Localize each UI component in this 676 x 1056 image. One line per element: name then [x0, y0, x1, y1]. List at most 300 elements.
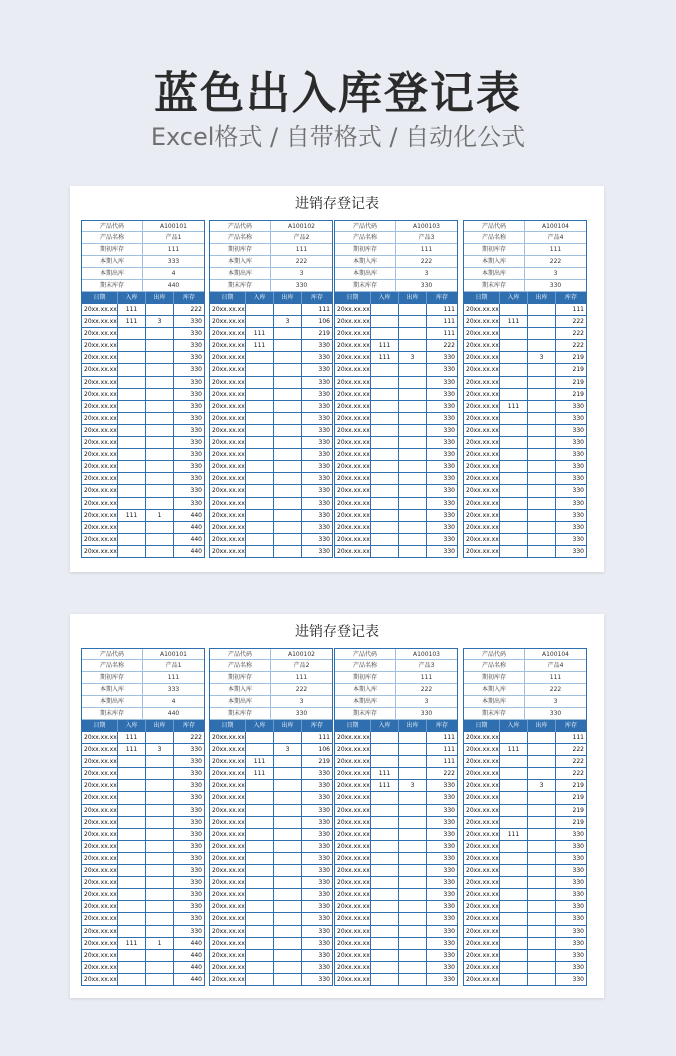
info-label: 期末库存 [335, 280, 396, 291]
cell-stock: 330 [443, 475, 455, 483]
cell-stock: 330 [318, 782, 330, 790]
cell-stock: 440 [190, 963, 202, 971]
info-value: 产品4 [547, 662, 564, 669]
info-value: 产品2 [293, 662, 310, 669]
cell-in [246, 461, 274, 472]
info-label: 本期出库 [335, 696, 396, 707]
cell-date: 20xx.xx.xx [210, 792, 246, 803]
cell-out [274, 926, 302, 937]
table-row [82, 510, 204, 522]
cell-in [500, 950, 528, 961]
cell-stock: 330 [443, 354, 455, 362]
table-row [82, 732, 204, 744]
cell-in [246, 962, 274, 973]
cell-stock: 330 [572, 547, 584, 555]
table-row [464, 913, 586, 925]
table-row [464, 877, 586, 889]
cell-date: 20xx.xx.xx [464, 498, 500, 509]
cell-in [246, 510, 274, 521]
cell-out [528, 744, 556, 755]
table-row [210, 853, 332, 865]
info-label: 期末库存 [82, 280, 143, 291]
info-label: 期初库存 [335, 672, 396, 683]
table-row [210, 768, 332, 780]
cell-date: 20xx.xx.xx [82, 534, 118, 545]
table-row [82, 425, 204, 437]
cell-out [146, 534, 174, 545]
cell-in [246, 364, 274, 375]
info-row [82, 648, 204, 660]
info-row [210, 696, 332, 708]
cell-in [118, 377, 146, 388]
cell-out [274, 437, 302, 448]
cell-date: 20xx.xx.xx [335, 974, 371, 985]
cell-out [274, 950, 302, 961]
cell-date: 20xx.xx.xx [210, 768, 246, 779]
cell-date: 20xx.xx.xx [210, 841, 246, 852]
cell-stock: 111 [318, 734, 330, 741]
cell-stock: 330 [572, 511, 584, 519]
cell-out [399, 744, 427, 755]
info-label: 本期出库 [464, 268, 525, 279]
cell-in: 111 [371, 768, 399, 779]
cell-out [274, 780, 302, 791]
table-row [210, 510, 332, 522]
cell-stock: 330 [572, 402, 584, 410]
cell-in [246, 304, 274, 315]
cell-in [500, 413, 528, 424]
cell-in [371, 865, 399, 876]
cell-out [528, 768, 556, 779]
cell-stock: 330 [190, 330, 202, 338]
info-value: A100102 [287, 223, 315, 230]
info-row [464, 684, 586, 696]
info-label: 产品代码 [82, 649, 143, 659]
info-row [210, 244, 332, 256]
cell-date: 20xx.xx.xx [464, 913, 500, 924]
cell-out [274, 425, 302, 436]
table-row [335, 744, 457, 756]
cell-date: 20xx.xx.xx [335, 534, 371, 545]
cell-out [399, 792, 427, 803]
column-header-date: 日期 [210, 292, 246, 304]
cell-date: 20xx.xx.xx [82, 744, 118, 755]
cell-stock: 330 [443, 794, 455, 802]
cell-out [399, 841, 427, 852]
column-header-in: 入库 [500, 720, 528, 732]
table-row [464, 316, 586, 328]
table-row [210, 340, 332, 352]
cell-out [528, 889, 556, 900]
cell-in: 111 [500, 829, 528, 840]
cell-date: 20xx.xx.xx [335, 768, 371, 779]
cell-date: 20xx.xx.xx [82, 328, 118, 339]
table-row [335, 485, 457, 497]
table-row [464, 756, 586, 768]
cell-date: 20xx.xx.xx [464, 328, 500, 339]
column-header-out: 出库 [146, 720, 174, 732]
cell-in [500, 865, 528, 876]
cell-out [274, 401, 302, 412]
table-row [82, 534, 204, 546]
info-row [335, 684, 457, 696]
info-value: 222 [295, 686, 308, 693]
cell-out [274, 510, 302, 521]
table-row [210, 841, 332, 853]
cell-stock: 330 [443, 879, 455, 887]
table-row [335, 546, 457, 558]
info-label: 产品名称 [210, 232, 271, 243]
cell-in [118, 437, 146, 448]
cell-out [528, 389, 556, 400]
cell-in [371, 328, 399, 339]
cell-out: 1 [146, 938, 174, 949]
table-row [210, 889, 332, 901]
cell-stock: 219 [572, 806, 584, 814]
cell-in [500, 364, 528, 375]
cell-date: 20xx.xx.xx [82, 853, 118, 864]
column-header-row [335, 720, 457, 732]
cell-out [274, 877, 302, 888]
table-row [335, 340, 457, 352]
cell-out [399, 473, 427, 484]
cell-in [371, 316, 399, 327]
cell-in [118, 926, 146, 937]
cell-date: 20xx.xx.xx [82, 805, 118, 816]
table-row [464, 461, 586, 473]
cell-stock: 330 [318, 830, 330, 838]
info-value: 222 [295, 258, 308, 265]
cell-in [246, 389, 274, 400]
cell-in [246, 780, 274, 791]
cell-in [246, 413, 274, 424]
cell-stock: 330 [190, 854, 202, 862]
cell-out [146, 841, 174, 852]
cell-in [500, 877, 528, 888]
info-row [335, 672, 457, 684]
cell-stock: 219 [572, 354, 584, 362]
cell-stock: 330 [443, 806, 455, 814]
cell-date: 20xx.xx.xx [464, 485, 500, 496]
info-row [464, 672, 586, 684]
info-label: 期初库存 [464, 244, 525, 255]
column-header-row [464, 292, 586, 304]
table-row [464, 817, 586, 829]
table-row [464, 768, 586, 780]
info-row [464, 648, 586, 660]
info-row [210, 280, 332, 292]
cell-date: 20xx.xx.xx [464, 829, 500, 840]
cell-in: 111 [118, 316, 146, 327]
table-row [82, 829, 204, 841]
cell-date: 20xx.xx.xx [82, 413, 118, 424]
table-row [464, 901, 586, 913]
table-row [210, 974, 332, 986]
cell-stock: 330 [190, 378, 202, 386]
table-row [210, 938, 332, 950]
cell-in [500, 974, 528, 985]
cell-stock: 330 [318, 475, 330, 483]
cell-in [371, 304, 399, 315]
cell-stock: 222 [572, 342, 584, 350]
cell-date: 20xx.xx.xx [82, 974, 118, 985]
cell-out [146, 962, 174, 973]
info-label: 产品代码 [210, 221, 271, 231]
cell-date: 20xx.xx.xx [210, 522, 246, 533]
cell-date: 20xx.xx.xx [464, 461, 500, 472]
cell-stock: 330 [443, 963, 455, 971]
cell-stock: 330 [190, 794, 202, 802]
cell-in [118, 901, 146, 912]
table-row [82, 853, 204, 865]
cell-date: 20xx.xx.xx [464, 473, 500, 484]
table-row [210, 901, 332, 913]
cell-out [274, 792, 302, 803]
info-value: 111 [420, 246, 433, 253]
table-row [82, 304, 204, 316]
column-header-stock: 库存 [564, 722, 577, 729]
table-row [210, 913, 332, 925]
cell-stock: 330 [572, 414, 584, 422]
cell-date: 20xx.xx.xx [335, 510, 371, 521]
cell-stock: 330 [443, 487, 455, 495]
cell-stock: 330 [190, 782, 202, 790]
cell-in: 111 [118, 938, 146, 949]
cell-date: 20xx.xx.xx [464, 316, 500, 327]
table-row [335, 413, 457, 425]
table-row [210, 449, 332, 461]
column-header-out: 出库 [274, 720, 302, 732]
cell-out: 3 [399, 352, 427, 363]
cell-out [146, 889, 174, 900]
cell-date: 20xx.xx.xx [335, 352, 371, 363]
cell-date: 20xx.xx.xx [464, 377, 500, 388]
cell-stock: 330 [318, 354, 330, 362]
cell-out [528, 792, 556, 803]
cell-in: 111 [371, 352, 399, 363]
cell-in: 111 [118, 732, 146, 743]
table-row [210, 498, 332, 510]
cell-date: 20xx.xx.xx [82, 817, 118, 828]
info-value: A100104 [541, 223, 569, 230]
info-label: 期初库存 [335, 244, 396, 255]
cell-out [528, 865, 556, 876]
table-row [335, 425, 457, 437]
cell-stock: 330 [572, 830, 584, 838]
cell-out [146, 304, 174, 315]
info-value: 330 [420, 282, 433, 289]
cell-stock: 330 [572, 903, 584, 911]
cell-date: 20xx.xx.xx [210, 938, 246, 949]
cell-date: 20xx.xx.xx [82, 938, 118, 949]
table-row [82, 865, 204, 877]
info-value: 222 [420, 258, 433, 265]
cell-in [246, 974, 274, 985]
cell-in [371, 534, 399, 545]
cell-date: 20xx.xx.xx [210, 340, 246, 351]
cell-in [118, 522, 146, 533]
cell-out [274, 865, 302, 876]
cell-out [528, 328, 556, 339]
cell-stock: 330 [443, 854, 455, 862]
cell-in [118, 534, 146, 545]
cell-in [246, 732, 274, 743]
cell-in [246, 841, 274, 852]
cell-in [371, 805, 399, 816]
cell-date: 20xx.xx.xx [464, 853, 500, 864]
cell-stock: 222 [572, 318, 584, 326]
cell-in [500, 817, 528, 828]
cell-stock: 330 [443, 818, 455, 826]
table-row [210, 485, 332, 497]
cell-stock: 330 [190, 903, 202, 911]
cell-out [146, 546, 174, 557]
column-header-row [335, 292, 457, 304]
cell-in [500, 756, 528, 767]
cell-date: 20xx.xx.xx [464, 364, 500, 375]
cell-in [371, 792, 399, 803]
cell-stock: 330 [318, 511, 330, 519]
info-label: 本期入库 [464, 684, 525, 695]
cell-out [528, 377, 556, 388]
cell-in [500, 437, 528, 448]
cell-stock: 330 [190, 818, 202, 826]
cell-out [528, 534, 556, 545]
cell-stock: 330 [318, 927, 330, 935]
column-header-row [210, 292, 332, 304]
cell-in [371, 437, 399, 448]
cell-out [146, 901, 174, 912]
product-block-2 [209, 648, 333, 986]
cell-date: 20xx.xx.xx [335, 316, 371, 327]
cell-out [399, 732, 427, 743]
cell-date: 20xx.xx.xx [464, 546, 500, 557]
cell-date: 20xx.xx.xx [464, 938, 500, 949]
info-value: 3 [424, 698, 429, 705]
table-row [464, 328, 586, 340]
cell-in [118, 449, 146, 460]
cell-date: 20xx.xx.xx [210, 732, 246, 743]
cell-in [118, 841, 146, 852]
cell-stock: 330 [443, 939, 455, 947]
cell-date: 20xx.xx.xx [335, 304, 371, 315]
cell-date: 20xx.xx.xx [82, 510, 118, 521]
cell-in [118, 950, 146, 961]
cell-in [371, 744, 399, 755]
cell-in [371, 829, 399, 840]
table-row [464, 425, 586, 437]
info-label: 产品名称 [335, 660, 396, 671]
info-row [464, 268, 586, 280]
table-row [335, 352, 457, 364]
cell-date: 20xx.xx.xx [82, 449, 118, 460]
cell-out [528, 498, 556, 509]
info-label: 期末库存 [464, 708, 525, 719]
cell-in [246, 853, 274, 864]
cell-date: 20xx.xx.xx [335, 546, 371, 557]
cell-stock: 330 [318, 547, 330, 555]
cell-date: 20xx.xx.xx [210, 461, 246, 472]
cell-in [500, 938, 528, 949]
cell-stock: 330 [572, 523, 584, 531]
info-value: 330 [549, 710, 562, 717]
table-row [335, 401, 457, 413]
cell-in [118, 546, 146, 557]
cell-out [399, 938, 427, 949]
table-row [464, 889, 586, 901]
cell-out [399, 522, 427, 533]
cell-out [146, 340, 174, 351]
table-row [210, 817, 332, 829]
cell-date: 20xx.xx.xx [82, 437, 118, 448]
cell-stock: 330 [318, 463, 330, 471]
cell-date: 20xx.xx.xx [464, 805, 500, 816]
cell-out [528, 522, 556, 533]
info-label: 本期出库 [464, 696, 525, 707]
cell-out [399, 340, 427, 351]
cell-in: 111 [118, 304, 146, 315]
cell-in [500, 340, 528, 351]
cell-out [399, 510, 427, 521]
cell-out [528, 962, 556, 973]
info-row [335, 648, 457, 660]
cell-in: 111 [246, 768, 274, 779]
cell-stock: 330 [572, 915, 584, 923]
cell-out [274, 889, 302, 900]
cell-stock: 330 [443, 511, 455, 519]
table-row [464, 364, 586, 376]
info-value: 333 [167, 258, 180, 265]
table-row [335, 901, 457, 913]
cell-in [500, 352, 528, 363]
cell-date: 20xx.xx.xx [82, 340, 118, 351]
cell-stock: 330 [572, 842, 584, 850]
cell-out [274, 364, 302, 375]
cell-out [146, 805, 174, 816]
cell-stock: 330 [318, 487, 330, 495]
cell-date: 20xx.xx.xx [82, 377, 118, 388]
cell-in [500, 792, 528, 803]
cell-stock: 330 [318, 951, 330, 959]
column-header-date: 日期 [82, 720, 118, 732]
cell-date: 20xx.xx.xx [464, 510, 500, 521]
cell-date: 20xx.xx.xx [464, 522, 500, 533]
cell-out [274, 304, 302, 315]
cell-stock: 330 [190, 318, 202, 326]
cell-out [399, 950, 427, 961]
cell-out [274, 377, 302, 388]
cell-stock: 330 [318, 915, 330, 923]
cell-date: 20xx.xx.xx [335, 364, 371, 375]
cell-in [246, 877, 274, 888]
table-row [82, 805, 204, 817]
cell-stock: 330 [443, 451, 455, 459]
cell-stock: 330 [318, 975, 330, 983]
cell-in [500, 805, 528, 816]
cell-in [371, 901, 399, 912]
cell-stock: 330 [572, 891, 584, 899]
info-label: 期末库存 [210, 708, 271, 719]
info-row [335, 268, 457, 280]
cell-in [118, 473, 146, 484]
table-row [464, 340, 586, 352]
info-value: 111 [167, 246, 180, 253]
cell-in [118, 498, 146, 509]
cell-date: 20xx.xx.xx [210, 889, 246, 900]
cell-out [399, 485, 427, 496]
cell-in [371, 913, 399, 924]
cell-in [500, 473, 528, 484]
